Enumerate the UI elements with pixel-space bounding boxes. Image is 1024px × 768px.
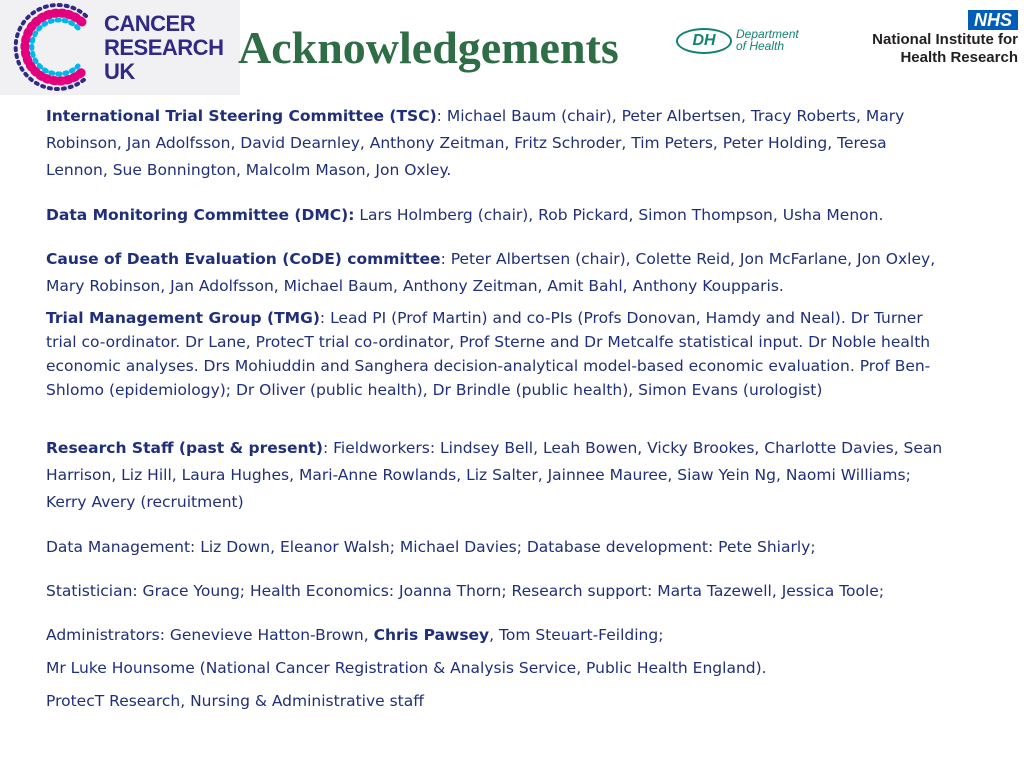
department-of-health-logo xyxy=(676,26,836,58)
admin-suffix: , Tom Steuart-Feilding; xyxy=(489,626,664,644)
staff-line: ProtecT Research, Nursing & Administrative staff xyxy=(46,692,424,710)
cruk-wordmark xyxy=(104,12,223,84)
nihr-line-2: Health Research xyxy=(900,49,1018,66)
cruk-line-1: CANCER xyxy=(104,11,196,36)
page-title: Acknowledgements xyxy=(238,22,619,73)
admin-prefix: Administrators: Genevieve Hatton-Brown, xyxy=(46,626,374,644)
acknowledgements-body xyxy=(46,103,946,715)
dh-line-2: of Health xyxy=(736,39,785,53)
section-label: Research Staff (past & present) xyxy=(46,439,323,457)
cruk-line-3: UK xyxy=(104,59,135,84)
cancer-research-uk-logo xyxy=(0,0,240,95)
code-paragraph xyxy=(46,246,946,300)
section-label: Trial Management Group (TMG) xyxy=(46,309,320,327)
section-label: International Trial Steering Committee (TSC) xyxy=(46,107,437,125)
section-text: : Lead PI (Prof Martin) and co-PIs (Profs Donovan, Hamdy and Neal). Dr Turner trial co-ordinator. Dr Lane, ProtecT trial co-ordinator, Prof Sterne and Dr Metcalfe statistical input. Dr Noble health economic analyses. Drs Mohiuddin and Sanghera decision-analytical model-based economic evaluation. Prof Ben-Shlomo (epidemiology); Dr Oliver (public health), Dr Brindle (public health), Simon Evans (urologist) xyxy=(46,309,931,399)
nihr-logo xyxy=(848,10,1018,72)
admin-bold-name: Chris Pawsey xyxy=(373,626,490,644)
cruk-line-2: RESEARCH xyxy=(104,35,224,60)
hounsome-line: Mr Luke Hounsome (National Cancer Registration & Analysis Service, Public Health England). xyxy=(46,659,767,677)
section-label: Data Monitoring Committee (DMC): xyxy=(46,206,355,224)
section-text: : Michael Baum (chair), Peter Albertsen, Tracy Roberts, Mary Robinson, Jan Adolfsson, David Dearnley, Anthony Zeitman, Fritz Schroder, Tim Peters, Peter Holding, Teresa Lennon, Sue Bonnington, Malcolm Mason, Jon Oxley. xyxy=(46,107,905,179)
section-label: Cause of Death Evaluation (CoDE) committee xyxy=(46,250,441,268)
dh-badge: DH xyxy=(676,28,732,54)
dmc-paragraph xyxy=(46,202,946,229)
section-text: : Fieldworkers: Lindsey Bell, Leah Bowen, Vicky Brookes, Charlotte Davies, Sean Harrison, Liz Hill, Laura Hughes, Mari-Anne Rowlands, Liz Salter, Jainnee Mauree, Siaw Yein Ng, Naomi Williams; Kerry Avery (recruitment) xyxy=(46,439,943,511)
section-text: Lars Holmberg (chair), Rob Pickard, Simon Thompson, Usha Menon. xyxy=(354,206,884,224)
nhs-badge: NHS xyxy=(968,10,1018,30)
research-staff-paragraph xyxy=(46,435,946,516)
administrators-line xyxy=(46,622,946,649)
tsc-paragraph xyxy=(46,103,946,184)
dh-wordmark xyxy=(736,28,799,52)
dh-line-1: Department xyxy=(736,27,799,41)
statistician-line: Statistician: Grace Young; Health Economics: Joanna Thorn; Research support: Marta Tazewell, Jessica Toole; xyxy=(46,582,885,600)
cruk-c-emblem-icon xyxy=(0,0,110,95)
section-text: : Peter Albertsen (chair), Colette Reid, Jon McFarlane, Jon Oxley, Mary Robinson, Jan Adolfsson, Michael Baum, Anthony Zeitman, Amit Bahl, Anthony Koupparis. xyxy=(46,250,936,295)
nihr-line-1: National Institute for xyxy=(872,31,1018,48)
data-management-line: Data Management: Liz Down, Eleanor Walsh; Michael Davies; Database development: Pete Shiarly; xyxy=(46,538,816,556)
tmg-paragraph xyxy=(46,306,946,402)
